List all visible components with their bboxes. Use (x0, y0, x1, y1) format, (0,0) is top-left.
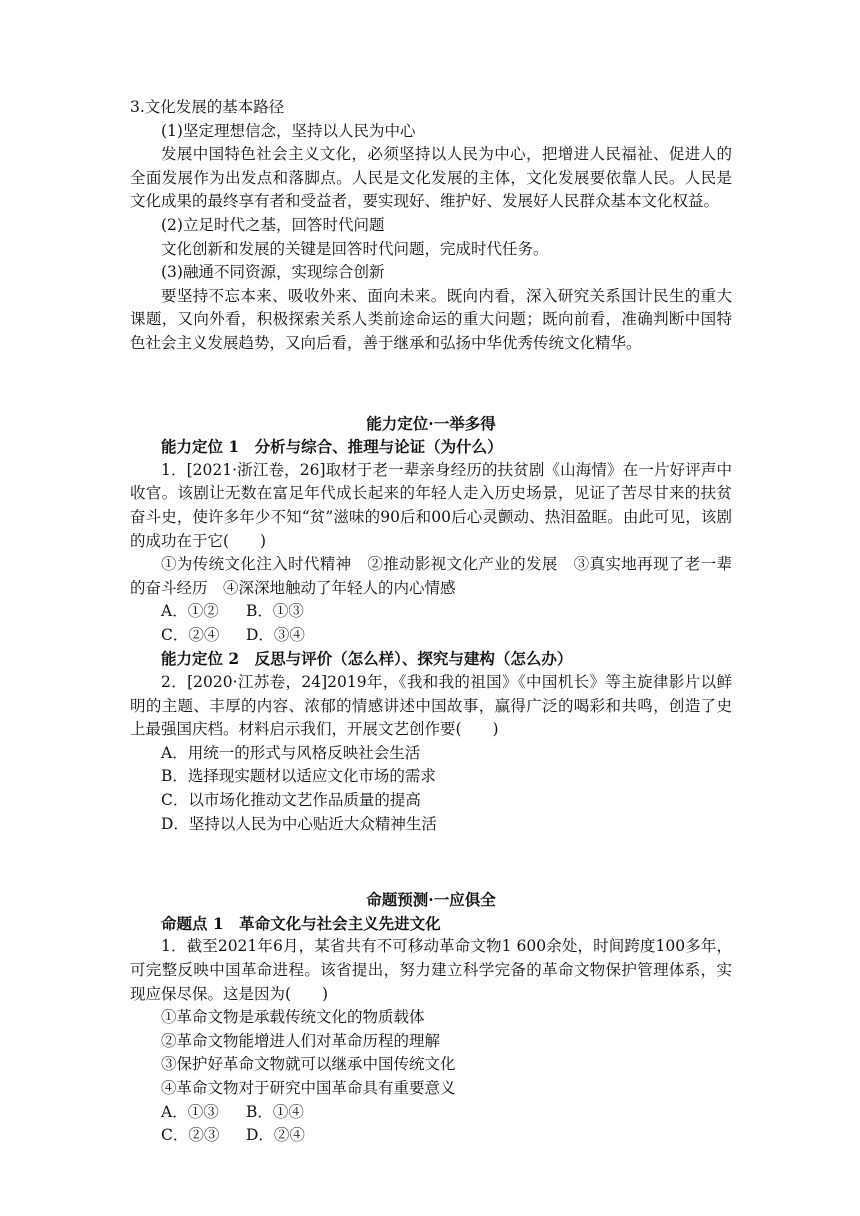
subheading-1: (1)坚定理想信念，坚持以人民为中心 (161, 121, 416, 140)
option-a[interactable]: A．①③ (161, 1102, 219, 1121)
section-title: 3.文化发展的基本路径 (130, 98, 285, 116)
proposition-point-1: 命题点 1 革命文化与社会主义先进文化 (161, 913, 441, 933)
ability-heading: 能力定位·一举多得 (366, 413, 496, 433)
subheading-3: (3)融通不同资源，实现综合创新 (161, 263, 385, 282)
option-b[interactable]: B．选择现实题材以适应文化市场的需求 (161, 767, 436, 786)
paragraph-2: 文化创新和发展的关键是回答时代问题，完成时代任务。 (161, 239, 549, 258)
question-1-stem: 1．[2021·浙江卷，26]取材于老一辈亲身经历的扶贫剧《山海情》在一片好评声中收官。该剧让无数在富足年代成长起来的年轻人走入历史场景，见证了苦尽甘来的扶贫奋斗史，使许多年少不知“贫”滋味的90后和00后心灵颤动、热泪盈眶。由此可见，该剧的成功在于它( ) (130, 460, 732, 550)
statement-4: ④革命文物对于研究中国革命具有重要意义 (161, 1078, 456, 1097)
option-c[interactable]: C．②③ (161, 1126, 220, 1145)
option-b[interactable]: B．①③ (246, 602, 304, 621)
option-a[interactable]: A．①② (161, 602, 219, 621)
option-c[interactable]: C．②④ (161, 625, 220, 644)
option-b[interactable]: B．①④ (246, 1102, 304, 1121)
question-3-stem: 1．截至2021年6月，某省共有不可移动革命文物1 600余处，时间跨度100多年，可完整反映中国革命进程。该省提出，努力建立科学完备的革命文物保护管理体系，实现应保尽保。这是因为( ) (130, 937, 732, 1003)
option-a[interactable]: A．用统一的形式与风格反映社会生活 (161, 743, 421, 762)
question-2-stem: 2．[2020·江苏卷，24]2019年，《我和我的祖国》《中国机长》等主旋律影片以鲜明的主题、丰厚的内容、浓郁的情感讲述中国故事，赢得广泛的喝彩和共鸣，创造了史上最强国庆档。材料启示我们，开展文艺创作要( ) (130, 673, 732, 739)
prediction-heading: 命题预测·一应俱全 (366, 890, 496, 910)
option-d[interactable]: D．②④ (246, 1126, 305, 1145)
subheading-2: (2)立足时代之基，回答时代问题 (161, 215, 385, 234)
option-c[interactable]: C．以市场化推动文艺作品质量的提高 (161, 791, 421, 810)
option-d[interactable]: D．坚持以人民为中心贴近大众精神生活 (161, 814, 437, 833)
question-1-items: ①为传统文化注入时代精神 ②推动影视文化产业的发展 ③真实地再现了老一辈的奋斗经历 ④深深地触动了年轻人的内心情感 (130, 555, 732, 597)
question-3-options-row-2 (130, 1124, 732, 1148)
ability-position-2: 能力定位 2 反思与评价（怎么样）、探究与建构（怎么办） (161, 649, 573, 669)
option-d[interactable]: D．③④ (246, 625, 305, 644)
paragraph-3: 要坚持不忘本来、吸收外来、面向未来。既向内看，深入研究关系国计民生的重大课题，又向外看，积极探索关系人类前途命运的重大问题；既向前看，准确判断中国特色社会主义发展趋势，又向后看，善于继承和弘扬中华优秀传统文化精华。 (130, 286, 732, 352)
statement-2: ②革命文物能增进人们对革命历程的理解 (161, 1031, 441, 1050)
question-3-options-row-1 (130, 1101, 732, 1125)
ability-position-1: 能力定位 1 分析与综合、推理与论证（为什么） (161, 437, 503, 457)
document-page (130, 96, 732, 1148)
paragraph-1: 发展中国特色社会主义文化，必须坚持以人民为中心，把增进人民福祉、促进人的全面发展作为出发点和落脚点。人民是文化发展的主体，文化发展要依靠人民。人民是文化成果的最终享有者和受益者，要实现好、维护好、发展好人民群众基本文化权益。 (130, 145, 732, 211)
question-1-options-row-2 (130, 624, 732, 648)
statement-3: ③保护好革命文物就可以继承中国传统文化 (161, 1055, 456, 1074)
statement-1: ①革命文物是承载传统文化的物质载体 (161, 1008, 425, 1027)
question-1-options-row-1 (130, 600, 732, 624)
